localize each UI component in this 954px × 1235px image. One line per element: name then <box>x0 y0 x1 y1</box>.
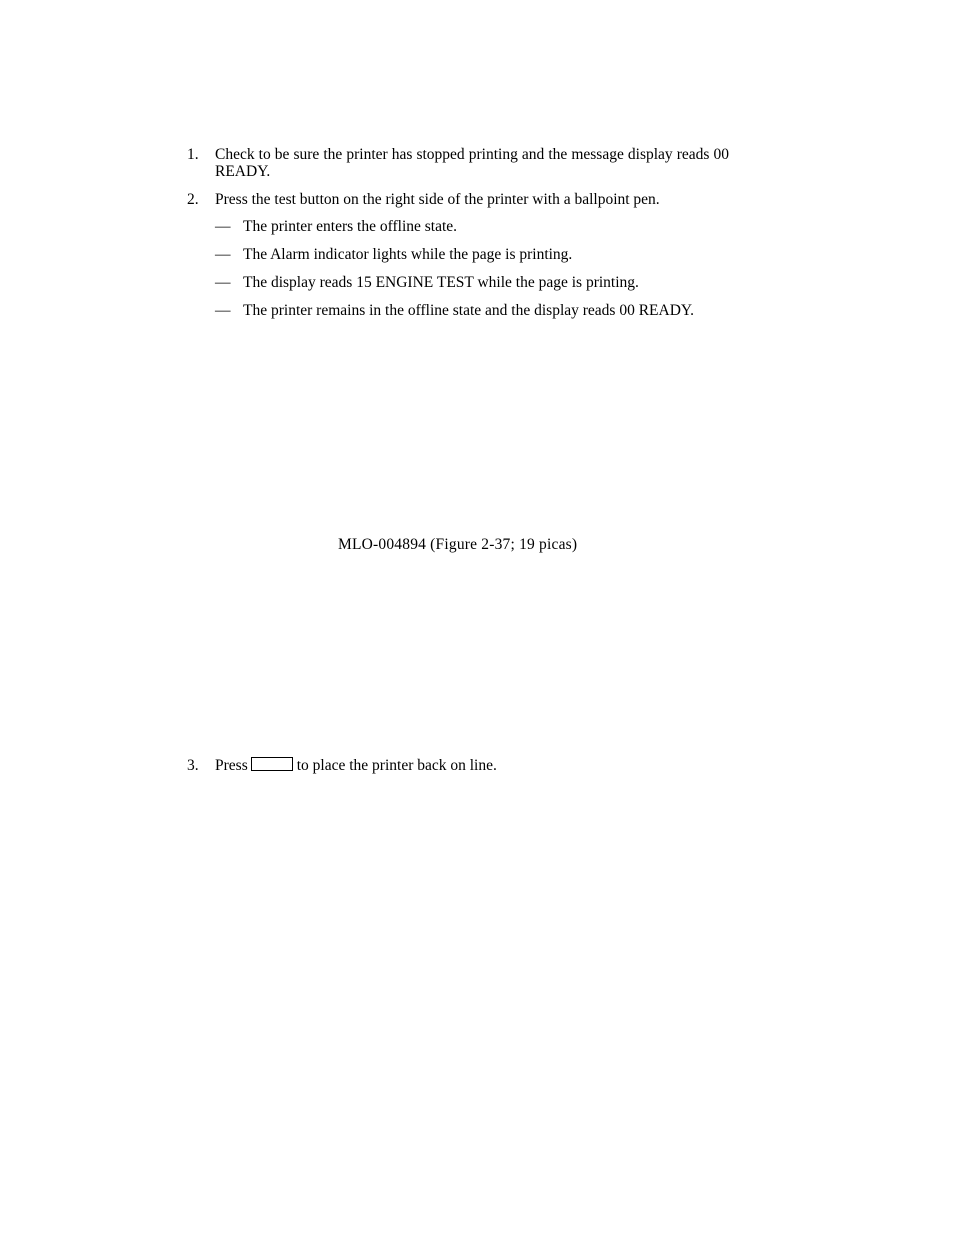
step-1 <box>187 146 729 180</box>
step-1-number: 1. <box>187 146 199 163</box>
bullet-item <box>215 274 743 292</box>
bullet-item <box>215 246 713 264</box>
procedure-steps <box>187 146 729 330</box>
online-key-icon <box>251 757 293 771</box>
bullet-item <box>215 218 713 236</box>
step-2-number: 2. <box>187 191 199 208</box>
step-3-text-after: to place the printer back on line. <box>296 757 497 774</box>
bullet-text: The printer enters the offline state. <box>243 218 458 235</box>
step-1-text: Check to be sure the printer has stopped printing and the message display reads 00 READY. <box>215 146 729 180</box>
step-2-bullets <box>215 218 729 320</box>
em-dash: — <box>215 302 231 319</box>
step-3 <box>187 757 757 775</box>
bullet-text: The printer remains in the offline state and the display reads 00 READY. <box>243 302 694 319</box>
step-3-text-before: Press <box>215 757 248 774</box>
em-dash: — <box>215 218 231 235</box>
step-2-text: Press the test button on the right side of the printer with a ballpoint pen. <box>215 191 660 208</box>
step-3-number: 3. <box>187 757 199 774</box>
bullet-text: The display reads 15 ENGINE TEST while the page is printing. <box>243 274 639 291</box>
step-2 <box>187 191 729 320</box>
em-dash: — <box>215 246 231 263</box>
bullet-item <box>215 302 723 320</box>
em-dash: — <box>215 274 231 291</box>
figure-caption: MLO-004894 (Figure 2-37; 19 picas) <box>338 536 578 553</box>
bullet-text: The Alarm indicator lights while the page is printing. <box>243 246 573 263</box>
